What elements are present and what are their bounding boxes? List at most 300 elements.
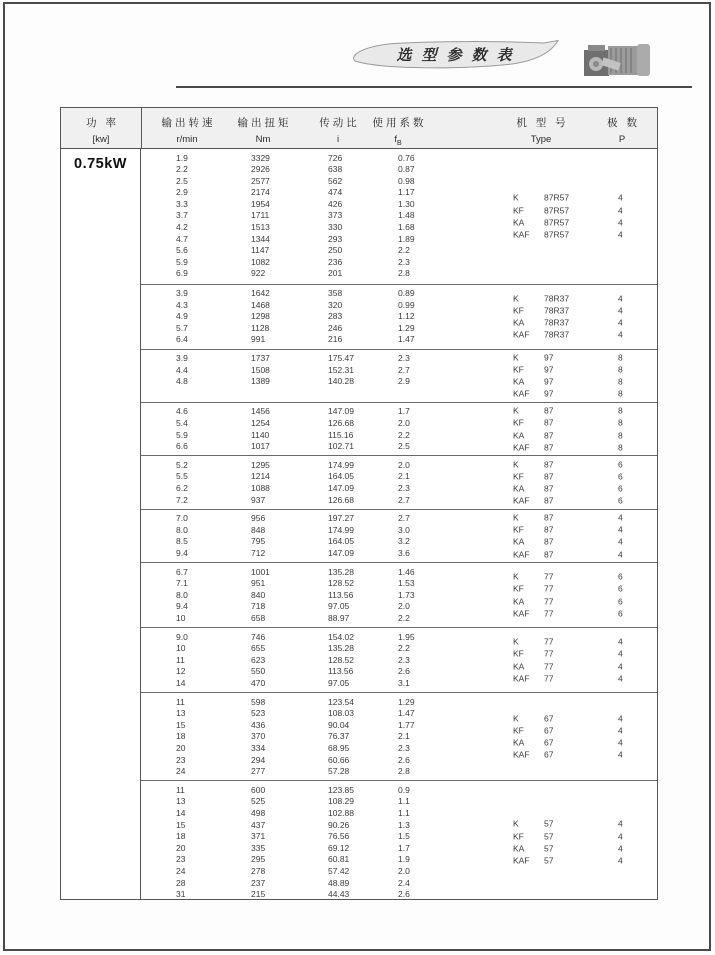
cell-value: 12 — [176, 666, 186, 677]
cell-value: 600 — [251, 784, 266, 795]
cell-value: 126.68 — [328, 418, 354, 429]
cell-value: 746 — [251, 631, 266, 642]
cell-value: 2.8 — [398, 766, 410, 777]
cell-value: 3.6 — [398, 548, 410, 559]
cell-value: 1.46 — [398, 566, 415, 577]
cell-value: 1140 — [251, 429, 270, 440]
poles-value: 4 — [618, 725, 623, 736]
type-prefix: KAF — [513, 442, 530, 453]
cell-value: 598 — [251, 696, 266, 707]
poles-value: 4 — [618, 536, 623, 547]
cell-value: 2.2 — [398, 245, 410, 256]
poles-value: 4 — [618, 843, 623, 854]
type-prefix: KA — [513, 536, 525, 547]
cell-value: 1147 — [251, 245, 270, 256]
cell-value: 2.0 — [398, 418, 410, 429]
type-row — [513, 536, 553, 548]
cell-value: 15 — [176, 819, 186, 830]
cell-value: 1295 — [251, 459, 270, 470]
cell-value: 8.0 — [176, 524, 188, 535]
type-row — [513, 429, 553, 441]
cell-value: 5.9 — [176, 256, 188, 267]
cell-value: 1.7 — [398, 406, 410, 417]
cell-value: 135.28 — [328, 566, 354, 577]
type-code: 87R57 — [544, 205, 570, 216]
poles-value: 4 — [618, 192, 623, 203]
cell-value: 951 — [251, 578, 266, 589]
cell-value: 2.5 — [176, 175, 188, 186]
column-poles — [618, 818, 623, 867]
cell-value: 113.56 — [328, 589, 354, 600]
type-row — [513, 818, 553, 830]
type-row — [513, 483, 553, 495]
cell-value: 115.16 — [328, 429, 354, 440]
type-prefix: KAF — [513, 673, 530, 684]
type-row — [513, 855, 553, 867]
cell-value: 147.09 — [328, 483, 354, 494]
type-prefix: K — [513, 818, 519, 829]
cell-value: 57.42 — [328, 866, 350, 876]
cell-value: 147.09 — [328, 548, 354, 559]
type-code: 87 — [544, 471, 554, 482]
column-fb — [398, 513, 410, 559]
type-row — [513, 512, 553, 524]
poles-value: 6 — [618, 608, 623, 619]
cell-value: 474 — [328, 187, 343, 198]
cell-value: 373 — [328, 210, 343, 221]
column-types — [513, 405, 553, 454]
cell-value: 1.30 — [398, 198, 415, 209]
poles-value: 4 — [618, 329, 623, 340]
header-model-type: 机 型 号 Type — [516, 117, 569, 145]
cell-value: 28 — [176, 877, 186, 888]
type-row — [513, 364, 553, 376]
column-ratios — [328, 460, 354, 506]
cell-value: 3.9 — [176, 353, 188, 364]
column-types — [513, 636, 553, 685]
table-block — [141, 509, 657, 562]
cell-value: 2.4 — [398, 877, 410, 888]
poles-value: 4 — [618, 524, 623, 535]
cell-value: 795 — [251, 536, 266, 547]
cell-value: 330 — [328, 222, 343, 233]
column-speeds — [176, 406, 188, 452]
table-body — [61, 149, 657, 899]
cell-value: 2926 — [251, 164, 270, 175]
cell-value: 283 — [328, 311, 343, 322]
type-row — [513, 830, 553, 842]
poles-value: 4 — [618, 512, 623, 523]
cell-value: 108.29 — [328, 796, 354, 807]
cell-value: 1.29 — [398, 322, 415, 333]
cell-value: 2.7 — [398, 513, 410, 524]
cell-value: 334 — [251, 743, 266, 754]
type-prefix: K — [513, 713, 519, 724]
cell-value: 2.7 — [398, 364, 410, 375]
type-row — [513, 712, 553, 724]
cell-value: 4.7 — [176, 233, 188, 244]
type-prefix: KA — [513, 596, 525, 607]
cell-value: 1711 — [251, 210, 270, 221]
poles-value: 4 — [618, 549, 623, 560]
cell-value: 1.12 — [398, 311, 415, 322]
poles-value: 4 — [618, 713, 623, 724]
cell-value: 3.9 — [176, 288, 188, 299]
cell-value: 956 — [251, 513, 266, 524]
type-code: 77 — [544, 661, 554, 672]
column-fb — [398, 785, 410, 901]
power-column-divider — [141, 108, 142, 149]
column-poles — [618, 512, 623, 561]
cell-value: 197.27 — [328, 513, 354, 524]
cell-value: 10 — [176, 613, 186, 624]
table-block — [141, 455, 657, 508]
type-prefix: KA — [513, 737, 525, 748]
type-prefix: K — [513, 459, 519, 470]
cell-value: 658 — [251, 613, 266, 624]
cell-value: 3.7 — [176, 210, 188, 221]
cell-value: 9.4 — [176, 548, 188, 559]
cell-value: 0.76 — [398, 152, 415, 163]
cell-value: 655 — [251, 643, 266, 654]
cell-value: 1.3 — [398, 819, 410, 830]
column-torques — [251, 785, 265, 901]
type-code: 87 — [544, 442, 554, 453]
column-torques — [251, 353, 270, 388]
cell-value: 712 — [251, 548, 266, 559]
cell-value: 1082 — [251, 256, 270, 267]
column-fb — [398, 288, 415, 346]
cell-value: 320 — [328, 299, 343, 310]
table-block — [141, 349, 657, 402]
selection-parameter-table — [60, 107, 658, 900]
type-row — [513, 317, 569, 329]
cell-value: 1389 — [251, 376, 270, 387]
type-prefix: KA — [513, 317, 525, 328]
type-prefix: K — [513, 192, 519, 203]
cell-value: 216 — [328, 334, 343, 345]
type-row — [513, 749, 553, 761]
cell-value: 562 — [328, 175, 343, 186]
column-ratios — [328, 406, 354, 452]
cell-value: 3329 — [251, 152, 270, 163]
cell-value: 277 — [251, 766, 266, 777]
type-code: 87 — [544, 536, 554, 547]
type-row — [513, 470, 553, 482]
cell-value: 726 — [328, 152, 343, 163]
type-prefix: K — [513, 405, 519, 416]
column-types — [513, 292, 569, 341]
type-row — [513, 405, 553, 417]
poles-value: 4 — [618, 648, 623, 659]
table-block — [141, 780, 657, 903]
poles-value: 8 — [618, 352, 623, 363]
cell-value: 0.99 — [398, 299, 415, 310]
cell-value: 0.98 — [398, 175, 415, 186]
cell-value: 11 — [176, 696, 185, 707]
column-fb — [398, 567, 415, 625]
cell-value: 1.47 — [398, 334, 415, 345]
poles-value: 4 — [618, 831, 623, 842]
type-row — [513, 304, 569, 316]
type-prefix: KF — [513, 648, 524, 659]
cell-value: 2.9 — [176, 187, 188, 198]
type-code: 77 — [544, 596, 554, 607]
cell-value: 6.9 — [176, 268, 188, 279]
type-code: 77 — [544, 608, 554, 619]
cell-value: 5.7 — [176, 322, 188, 333]
type-code: 78R37 — [544, 305, 570, 316]
cell-value: 13 — [176, 708, 186, 719]
cell-value: 470 — [251, 678, 266, 689]
cell-value: 1.1 — [398, 808, 410, 819]
cell-value: 0.89 — [398, 288, 415, 299]
cell-value: 5.2 — [176, 459, 188, 470]
type-prefix: K — [513, 636, 519, 647]
type-code: 67 — [544, 737, 554, 748]
column-speeds — [176, 567, 188, 625]
type-row — [513, 292, 569, 304]
cell-value: 6.2 — [176, 483, 188, 494]
cell-value: 1468 — [251, 299, 270, 310]
cell-value: 97.05 — [328, 601, 350, 612]
column-speeds — [176, 697, 185, 778]
type-row — [513, 329, 569, 341]
cell-value: 2577 — [251, 175, 270, 186]
type-prefix: KAF — [513, 329, 530, 340]
type-row — [513, 376, 553, 388]
type-code: 77 — [544, 673, 554, 684]
cell-value: 237 — [251, 877, 266, 888]
cell-value: 57.28 — [328, 766, 350, 777]
cell-value: 48.89 — [328, 877, 350, 888]
type-code: 67 — [544, 725, 554, 736]
type-code: 87 — [544, 459, 554, 470]
poles-value: 4 — [618, 818, 623, 829]
poles-value: 6 — [618, 596, 623, 607]
type-prefix: KAF — [513, 495, 530, 506]
type-row — [513, 417, 553, 429]
column-speeds — [176, 513, 188, 559]
poles-value: 4 — [618, 636, 623, 647]
cell-value: 1.53 — [398, 578, 415, 589]
poles-value: 4 — [618, 205, 623, 216]
table-block — [141, 627, 657, 692]
cell-value: 371 — [251, 831, 266, 842]
cell-value: 88.97 — [328, 613, 350, 624]
cell-value: 4.6 — [176, 406, 188, 417]
cell-value: 550 — [251, 666, 266, 677]
header-output-speed: 输出转速 r/min — [161, 117, 216, 145]
type-row — [513, 192, 569, 204]
cell-value: 8.0 — [176, 589, 188, 600]
type-prefix: KA — [513, 661, 525, 672]
type-code: 87R57 — [544, 229, 570, 240]
header-power: 功 率 [kw] — [86, 117, 119, 145]
column-speeds — [176, 288, 188, 346]
column-ratios — [328, 785, 354, 901]
cell-value: 293 — [328, 233, 343, 244]
poles-value: 4 — [618, 737, 623, 748]
cell-value: 175.47 — [328, 353, 354, 364]
cell-value: 20 — [176, 743, 186, 754]
type-row — [513, 571, 553, 583]
column-torques — [251, 697, 265, 778]
cell-value: 215 — [251, 889, 266, 900]
type-code: 87 — [544, 549, 554, 560]
cell-value: 1456 — [251, 406, 270, 417]
column-fb — [398, 632, 415, 690]
type-row — [513, 229, 569, 241]
type-code: 87 — [544, 483, 554, 494]
type-row — [513, 660, 553, 672]
column-ratios — [328, 288, 342, 346]
column-speeds — [176, 353, 188, 388]
type-prefix: K — [513, 571, 519, 582]
cell-value: 5.6 — [176, 245, 188, 256]
type-row — [513, 672, 553, 684]
column-torques — [251, 288, 270, 346]
column-torques — [251, 513, 265, 559]
column-torques — [251, 406, 270, 452]
cell-value: 1.73 — [398, 589, 415, 600]
cell-value: 2.0 — [398, 459, 410, 470]
type-code: 57 — [544, 855, 554, 866]
cell-value: 991 — [251, 334, 266, 345]
column-types — [513, 458, 553, 507]
poles-value: 4 — [618, 855, 623, 866]
type-prefix: KAF — [513, 608, 530, 619]
type-code: 77 — [544, 571, 554, 582]
type-prefix: K — [513, 352, 519, 363]
type-row — [513, 204, 569, 216]
type-prefix: K — [513, 293, 519, 304]
cell-value: 294 — [251, 754, 266, 765]
cell-value: 2.9 — [398, 376, 410, 387]
type-row — [513, 737, 553, 749]
cell-value: 11 — [176, 784, 185, 795]
poles-value: 4 — [618, 305, 623, 316]
type-code: 78R37 — [544, 329, 570, 340]
cell-value: 2.0 — [398, 866, 410, 876]
column-poles — [618, 405, 623, 454]
cell-value: 1128 — [251, 322, 270, 333]
type-code: 67 — [544, 749, 554, 760]
poles-value: 4 — [618, 749, 623, 760]
cell-value: 1254 — [251, 418, 270, 429]
cell-value: 5.5 — [176, 471, 188, 482]
cell-value: 174.99 — [328, 524, 354, 535]
column-ratios — [328, 353, 354, 388]
cell-value: 2.6 — [398, 889, 410, 900]
page-title: 选型参数表 — [396, 47, 522, 64]
poles-value: 8 — [618, 442, 623, 453]
column-ratios — [328, 632, 354, 690]
poles-value: 8 — [618, 388, 623, 399]
header-ratio: 传动比 i — [319, 117, 360, 145]
cell-value: 1214 — [251, 471, 270, 482]
cell-value: 5.4 — [176, 418, 188, 429]
type-prefix: KF — [513, 524, 524, 535]
type-row — [513, 441, 553, 453]
poles-value: 8 — [618, 405, 623, 416]
table-block — [141, 284, 657, 349]
cell-value: 2.3 — [398, 483, 410, 494]
cell-value: 14 — [176, 808, 186, 819]
cell-value: 5.9 — [176, 429, 188, 440]
cell-value: 1.5 — [398, 831, 410, 842]
column-ratios — [328, 513, 354, 559]
cell-value: 8.5 — [176, 536, 188, 547]
type-prefix: KA — [513, 843, 525, 854]
cell-value: 1017 — [251, 441, 270, 452]
cell-value: 2.2 — [176, 164, 188, 175]
cell-value: 3.3 — [176, 198, 188, 209]
type-prefix: KF — [513, 205, 524, 216]
type-prefix: KF — [513, 583, 524, 594]
cell-value: 3.2 — [398, 536, 410, 547]
column-types — [513, 818, 553, 867]
cell-value: 1.95 — [398, 631, 415, 642]
cell-value: 126.68 — [328, 494, 354, 505]
type-row — [513, 595, 553, 607]
cell-value: 523 — [251, 708, 266, 719]
type-prefix: KF — [513, 305, 524, 316]
cell-value: 4.4 — [176, 364, 188, 375]
cell-value: 1.1 — [398, 796, 410, 807]
cell-value: 1.77 — [398, 719, 415, 730]
cell-value: 140.28 — [328, 376, 354, 387]
cell-value: 13 — [176, 796, 186, 807]
cell-value: 97.05 — [328, 678, 350, 689]
cell-value: 2.1 — [398, 471, 410, 482]
cell-value: 76.37 — [328, 731, 350, 742]
poles-value: 6 — [618, 483, 623, 494]
type-prefix: KF — [513, 831, 524, 842]
poles-value: 8 — [618, 376, 623, 387]
cell-value: 76.56 — [328, 831, 350, 842]
cell-value: 638 — [328, 164, 343, 175]
gear-motor-image — [582, 37, 654, 81]
column-fb — [398, 460, 410, 506]
table-block — [141, 692, 657, 780]
type-prefix: KA — [513, 483, 525, 494]
header-divider-rule — [176, 86, 692, 88]
poles-value: 4 — [618, 217, 623, 228]
column-types — [513, 192, 569, 241]
type-code: 87R57 — [544, 217, 570, 228]
header-poles: 极 数 P — [607, 117, 640, 145]
cell-value: 2.6 — [398, 666, 410, 677]
header-service-factor: 使用系数 $f_B$ — [372, 117, 427, 147]
type-code: 87 — [544, 512, 554, 523]
cell-value: 1.68 — [398, 222, 415, 233]
cell-value: 2.1 — [398, 731, 410, 742]
cell-value: 147.09 — [328, 406, 354, 417]
cell-value: 2.3 — [398, 743, 410, 754]
cell-value: 6.7 — [176, 566, 188, 577]
type-row — [513, 548, 553, 560]
cell-value: 525 — [251, 796, 266, 807]
cell-value: 1001 — [251, 566, 270, 577]
column-ratios — [328, 153, 342, 281]
poles-value: 6 — [618, 471, 623, 482]
cell-value: 2.0 — [398, 601, 410, 612]
header-output-torque: 输出扭矩 Nm — [237, 117, 292, 145]
cell-value: 4.2 — [176, 222, 188, 233]
cell-value: 2.3 — [398, 256, 410, 267]
type-prefix: K — [513, 512, 519, 523]
